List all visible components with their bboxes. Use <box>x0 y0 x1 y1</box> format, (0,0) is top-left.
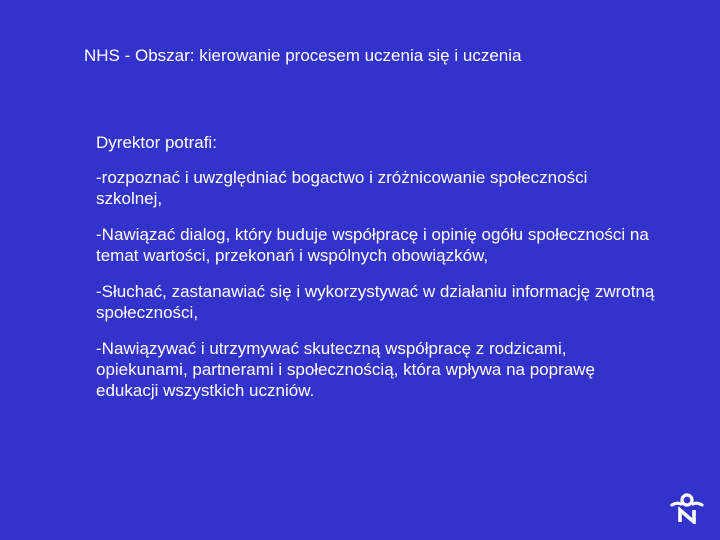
slide-body <box>96 132 656 416</box>
logo-icon <box>669 492 705 524</box>
list-item: -Nawiązać dialog, który buduje współpracę i opinię ogółu społeczności na temat wartości, przekonań i wspólnych obowiązków, <box>96 225 649 265</box>
list-item: -Słuchać, zastanawiać się i wykorzystywać w działaniu informację zwrotną społeczności, <box>96 282 655 322</box>
intro-text: Dyrektor potrafi: <box>96 133 217 152</box>
list-item: -Nawiązywać i utrzymywać skuteczną współpracę z rodzicami, opiekunami, partnerami i społecznością, która wpływa na poprawę edukacji wszystkich uczniów. <box>96 339 595 400</box>
list-item: -rozpoznać i uwzględniać bogactwo i zróżnicowanie społeczności szkolnej, <box>96 168 588 208</box>
slide-title: NHS - Obszar: kierowanie procesem uczenia się i uczenia <box>84 46 522 65</box>
